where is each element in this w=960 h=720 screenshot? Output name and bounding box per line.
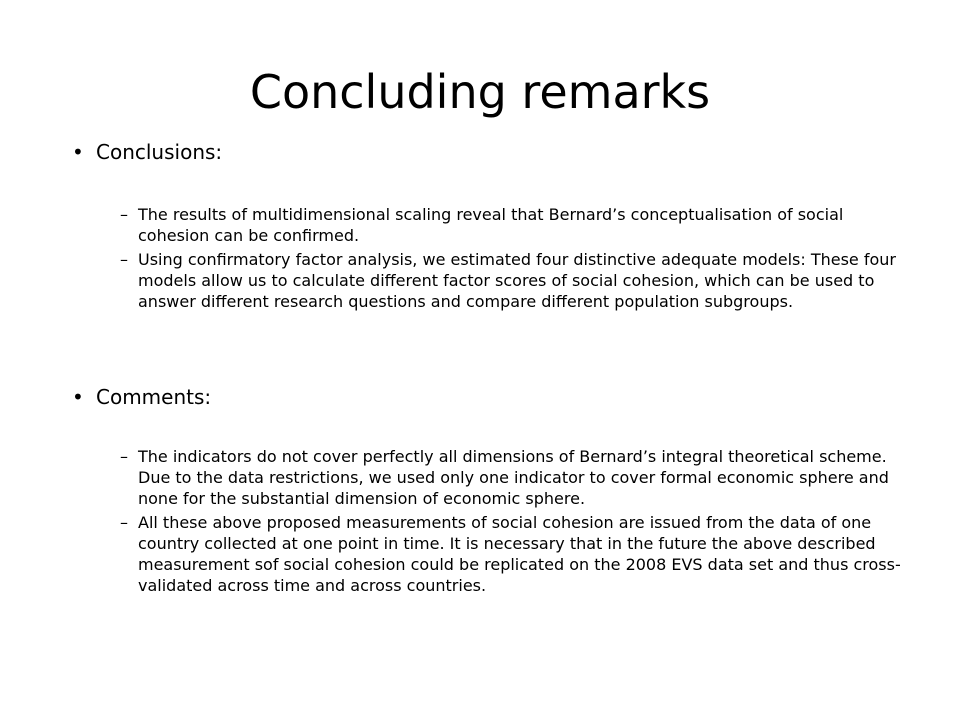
- list-item-text: The indicators do not cover perfectly all dimensions of Bernard’s integral theoretical scheme. Due to the data restrictions, we used only one indicator to cover formal economic sphere and none for the substantial dimension of economic sphere.: [138, 447, 889, 508]
- comments-heading: Comments:: [96, 385, 212, 409]
- slide-title: Concluding remarks: [249, 65, 711, 119]
- list-item: [122, 512, 912, 596]
- list-item-text: All these above proposed measurements of social cohesion are issued from the data of one country collected at one point in time. It is necessary that in the future the above described measurement sof social cohesion could be replicated on the 2008 EVS data set and thus cross-validated across time and across countries.: [138, 513, 901, 595]
- list-item: [122, 204, 912, 246]
- bullet-icon: •: [72, 140, 84, 164]
- dash-icon: –: [120, 447, 128, 466]
- conclusions-bullet: [72, 139, 902, 165]
- dash-icon: –: [120, 250, 128, 269]
- dash-icon: –: [120, 513, 128, 532]
- bullet-icon: •: [72, 385, 84, 409]
- dash-icon: –: [120, 205, 128, 224]
- comments-bullet: [72, 384, 902, 410]
- conclusions-heading: Conclusions:: [96, 140, 223, 164]
- list-item: [122, 446, 912, 509]
- conclusions-list: [122, 204, 912, 315]
- list-item: [122, 249, 912, 312]
- list-item-text: Using confirmatory factor analysis, we estimated four distinctive adequate models: These four models allow us to calculate different factor scores of social cohesion, which can be used to answer different research questions and compare different population subgroups.: [138, 250, 896, 311]
- comments-list: [122, 446, 912, 599]
- list-item-text: The results of multidimensional scaling reveal that Bernard’s conceptualisation of social cohesion can be confirmed.: [138, 205, 844, 245]
